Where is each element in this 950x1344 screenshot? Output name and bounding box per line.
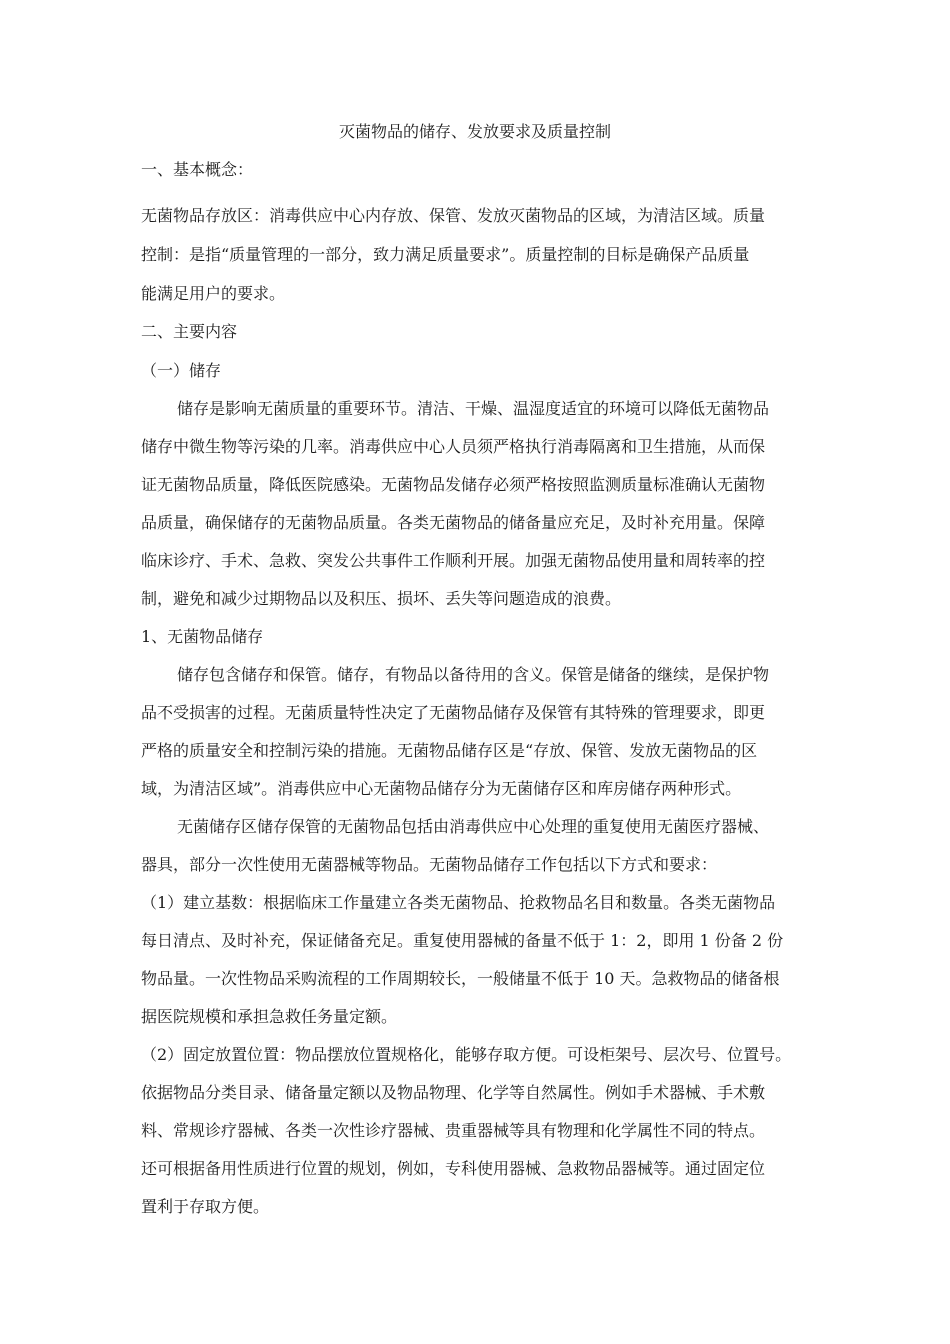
paragraph-line: 无菌物品存放区：消毒供应中心内存放、保管、发放灭菌物品的区域，为清洁区域。质量	[141, 206, 766, 225]
paragraph-line: 据医院规模和承担急救任务量定额。	[141, 1007, 398, 1026]
paragraph-line: 制，避免和减少过期物品以及积压、损坏、丢失等问题造成的浪费。	[141, 589, 622, 608]
paragraph-line: 储存中微生物等污染的几率。消毒供应中心人员须严格执行消毒隔离和卫生措施，从而保	[141, 437, 766, 456]
paragraph-line: 域，为清洁区域”。消毒供应中心无菌物品储存分为无菌储存区和库房储存两种形式。	[141, 779, 742, 798]
paragraph-line: 还可根据备用性质进行位置的规划，例如，专科使用器械、急救物品器械等。通过固定位	[141, 1159, 766, 1178]
subsection-heading-storage: （一）储存	[141, 361, 222, 380]
paragraph-line: 临床诊疗、手术、急救、突发公共事件工作顺利开展。加强无菌物品使用量和周转率的控	[141, 551, 766, 570]
paragraph-line: 储存是影响无菌质量的重要环节。清洁、干燥、温湿度适宜的环境可以降低无菌物品	[177, 399, 770, 418]
paragraph-line: 器具，部分一次性使用无菌器械等物品。无菌物品储存工作包括以下方式和要求：	[141, 855, 718, 874]
section-heading-main-content: 二、主要内容	[141, 322, 238, 341]
list-item-2: （2）固定放置位置：物品摆放位置规格化，能够存取方便。可设柜架号、层次号、位置号。	[141, 1045, 792, 1064]
subsection-heading-sterile-storage: 1、无菌物品储存	[141, 627, 264, 646]
paragraph-line: 能满足用户的要求。	[141, 284, 286, 303]
document-title: 灭菌物品的储存、发放要求及质量控制	[338, 122, 611, 141]
list-item-1: （1）建立基数：根据临床工作量建立各类无菌物品、抢救物品名目和数量。各类无菌物品	[141, 893, 776, 912]
paragraph-line: 每日清点、及时补充，保证储备充足。重复使用器械的备量不低于 1：2，即用 1 份备 2 份	[141, 931, 784, 950]
paragraph-line: 物品量。一次性物品采购流程的工作周期较长，一般储量不低于 10 天。急救物品的储备根	[141, 969, 780, 988]
paragraph-line: 料、常规诊疗器械、各类一次性诊疗器械、贵重器械等具有物理和化学属性不同的特点。	[141, 1121, 766, 1140]
paragraph-line: 储存包含储存和保管。储存，有物品以备待用的含义。保管是储备的继续，是保护物	[177, 665, 770, 684]
paragraph-line: 无菌储存区储存保管的无菌物品包括由消毒供应中心处理的重复使用无菌医疗器械、	[177, 817, 770, 836]
paragraph-line: 依据物品分类目录、储备量定额以及物品物理、化学等自然属性。例如手术器械、手术敷	[141, 1083, 766, 1102]
section-heading-basic-concepts: 一、基本概念：	[141, 160, 254, 179]
paragraph-line: 品质量，确保储存的无菌物品质量。各类无菌物品的储备量应充足，及时补充用量。保障	[141, 513, 766, 532]
paragraph-line: 严格的质量安全和控制污染的措施。无菌物品储存区是“存放、保管、发放无菌物品的区	[141, 741, 758, 760]
paragraph-line: 证无菌物品质量，降低医院感染。无菌物品发储存必须严格按照监测质量标准确认无菌物	[141, 475, 766, 494]
paragraph-line: 置利于存取方便。	[141, 1197, 270, 1216]
paragraph-line: 控制：是指“质量管理的一部分，致力满足质量要求”。质量控制的目标是确保产品质量	[141, 245, 750, 264]
paragraph-line: 品不受损害的过程。无菌质量特性决定了无菌物品储存及保管有其特殊的管理要求，即更	[141, 703, 766, 722]
